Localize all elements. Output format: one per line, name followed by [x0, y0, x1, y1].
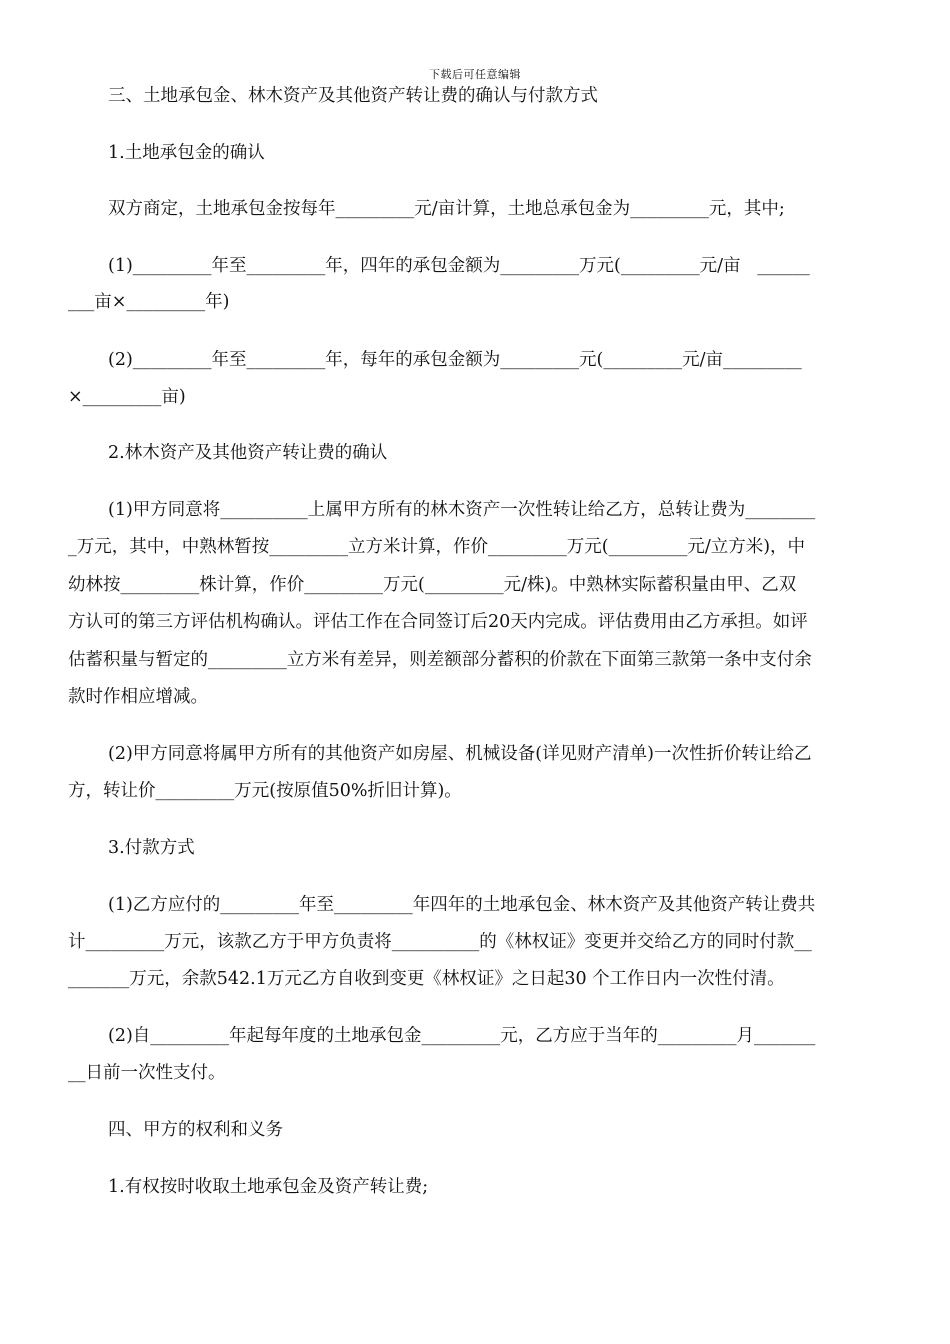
- paragraph-line: 估蓄积量与暂定的_________立方米有差异，则差额部分蓄积的价款在下面第三款第一条中支付余: [68, 650, 812, 670]
- paragraph-line: (1)_________年至_________年，四年的承包金额为_________万元(_________元/亩 ______: [108, 256, 810, 276]
- paragraph-line: 款时作相应增减。: [68, 687, 208, 707]
- paragraph-line: (1)乙方应付的_________年至_________年四年的土地承包金、林木资产及其他资产转让费共: [108, 895, 816, 915]
- paragraph-line: 计_________万元，该款乙方于甲方负责将__________的《林权证》变更并交给乙方的同时付款__: [68, 932, 812, 952]
- paragraph-line: 双方商定，土地承包金按每年_________元/亩计算，土地总承包金为_________元，其中;: [108, 199, 785, 219]
- paragraph-line: (1)甲方同意将__________上属甲方所有的林木资产一次性转让给乙方，总转让费为________: [108, 500, 816, 520]
- subheading-land-fee: 1.土地承包金的确认: [108, 143, 265, 163]
- paragraph-line: (2)_________年至_________年，每年的承包金额为_________元(_________元/亩_________: [108, 350, 802, 370]
- paragraph-line: 幼林按_________株计算，作价_________万元(_________元/株)。中熟林实际蓄积量由甲、乙双: [68, 575, 797, 595]
- paragraph-line: (2)甲方同意将属甲方所有的其他资产如房屋、机械设备(详见财产清单)一次性折价转让给乙: [108, 744, 812, 764]
- subheading-forest-assets: 2.林木资产及其他资产转让费的确认: [108, 443, 388, 463]
- section-heading-4: 四、甲方的权利和义务: [108, 1120, 283, 1140]
- paragraph-line: ×_________亩): [68, 387, 186, 407]
- paragraph-line: (2)自_________年起每年度的土地承包金_________元，乙方应于当年的_________月_______: [108, 1026, 816, 1046]
- paragraph-line: ___亩×_________年): [68, 292, 230, 312]
- paragraph-line: _______万元，余款542.1万元乙方自收到变更《林权证》之日起30 个工作日内一次性付清。: [68, 969, 785, 989]
- paragraph-line: 1.有权按时收取土地承包金及资产转让费;: [108, 1177, 429, 1197]
- section-heading-3: 三、土地承包金、林木资产及其他资产转让费的确认与付款方式: [108, 86, 598, 106]
- paragraph-line: 方，转让价_________万元(按原值50%折旧计算)。: [68, 781, 462, 801]
- page-header: 下载后可任意编辑: [429, 68, 521, 81]
- paragraph-line: 方认可的第三方评估机构确认。评估工作在合同签订后20天内完成。评估费用由乙方承担。如评: [68, 612, 808, 632]
- paragraph-line: _万元，其中，中熟林暂按_________立方米计算，作价_________万元(_________元/立方米)，中: [68, 537, 806, 557]
- paragraph-line: __日前一次性支付。: [68, 1063, 226, 1083]
- subheading-payment: 3.付款方式: [108, 838, 195, 858]
